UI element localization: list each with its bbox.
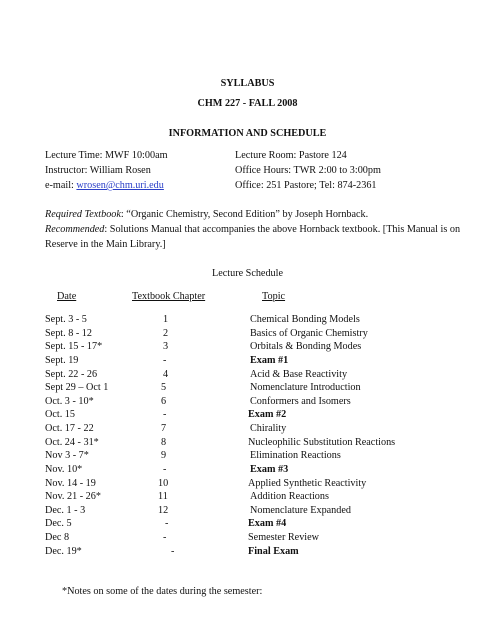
row-chapter: 8: [161, 437, 167, 448]
email-link[interactable]: wrosen@chm.uri.edu: [76, 180, 164, 191]
lecture-room: Lecture Room: Pastore 124: [235, 150, 347, 161]
row-chapter: 3: [163, 341, 169, 352]
row-chapter: 4: [163, 369, 169, 380]
row-date: Oct. 3 - 10*: [45, 396, 94, 407]
section-heading: INFORMATION AND SCHEDULE: [168, 128, 327, 139]
row-date: Nov. 14 - 19: [45, 478, 96, 489]
row-chapter: 7: [161, 423, 167, 434]
column-header-date: Date: [57, 291, 77, 302]
recommended-label: Recommended: [45, 224, 105, 235]
row-date: Dec. 5: [45, 518, 72, 529]
row-chapter: 10: [158, 478, 169, 489]
row-date: Oct. 17 - 22: [45, 423, 94, 434]
row-date: Oct. 24 - 31*: [45, 437, 99, 448]
required-text: : “Organic Chemistry, Second Edition” by Joseph Hornback.: [120, 209, 369, 220]
lecture-time: Lecture Time: MWF 10:00am: [45, 150, 168, 161]
row-chapter: -: [163, 409, 167, 420]
course-title: CHM 227 - FALL 2008: [197, 98, 298, 109]
row-topic: Chirality: [250, 423, 287, 434]
row-topic: Semester Review: [248, 532, 320, 543]
email-line: [45, 180, 164, 192]
row-chapter: 11: [158, 491, 168, 502]
recommended-textbook: [45, 224, 460, 236]
row-topic: Nucleophilic Substitution Reactions: [248, 437, 396, 448]
row-topic: Exam #4: [248, 518, 287, 529]
row-date: Nov. 21 - 26*: [45, 491, 101, 502]
row-chapter: -: [163, 464, 167, 475]
row-topic: Orbitals & Bonding Modes: [250, 341, 362, 352]
row-topic: Exam #2: [248, 409, 287, 420]
required-textbook: [45, 209, 368, 221]
row-chapter: 2: [163, 328, 169, 339]
row-date: Dec 8: [45, 532, 70, 543]
required-label: Required Textbook: [45, 209, 121, 220]
row-topic: Exam #1: [250, 355, 289, 366]
schedule-title: Lecture Schedule: [212, 268, 283, 279]
row-topic: Chemical Bonding Models: [250, 314, 360, 325]
row-date: Sept 29 – Oct 1: [45, 382, 109, 393]
row-chapter: 1: [163, 314, 169, 325]
row-date: Sept. 3 - 5: [45, 314, 87, 325]
row-topic: Basics of Organic Chemistry: [250, 328, 368, 339]
row-date: Dec. 1 - 3: [45, 505, 86, 516]
recommended-text: : Solutions Manual that accompanies the above Hornback textbook. [This Manual is on: [104, 224, 461, 235]
row-date: Sept. 15 - 17*: [45, 341, 103, 352]
row-chapter: 5: [161, 382, 167, 393]
office-hours: Office Hours: TWR 2:00 to 3:00pm: [235, 165, 381, 176]
office-location: Office: 251 Pastore; Tel: 874-2361: [235, 180, 377, 191]
row-topic: Acid & Base Reactivity: [250, 369, 348, 380]
row-topic: Addition Reactions: [250, 491, 329, 502]
row-chapter: -: [163, 532, 167, 543]
email-prefix: e-mail:: [45, 180, 77, 191]
row-chapter: -: [163, 355, 167, 366]
row-topic: Applied Synthetic Reactivity: [248, 478, 367, 489]
recommended-text-cont: Reserve in the Main Library.]: [45, 239, 166, 250]
row-date: Nov 3 - 7*: [45, 450, 89, 461]
row-chapter: -: [165, 518, 169, 529]
row-chapter: 12: [158, 505, 169, 516]
document-title: SYLLABUS: [220, 78, 275, 89]
column-header-chapter: Textbook Chapter: [132, 291, 206, 302]
row-date: Sept. 19: [45, 355, 79, 366]
row-date: Nov. 10*: [45, 464, 83, 475]
column-header-topic: Topic: [262, 291, 286, 302]
row-topic: Nomenclature Introduction: [250, 382, 361, 393]
row-topic: Elimination Reactions: [250, 450, 341, 461]
row-topic: Conformers and Isomers: [250, 396, 351, 407]
row-date: Dec. 19*: [45, 546, 82, 557]
row-date: Sept. 8 - 12: [45, 328, 92, 339]
row-date: Sept. 22 - 26: [45, 369, 98, 380]
instructor: Instructor: William Rosen: [45, 165, 151, 176]
row-chapter: 6: [161, 396, 167, 407]
footnote: *Notes on some of the dates during the semester:: [62, 586, 263, 597]
row-topic: Final Exam: [248, 546, 299, 557]
row-date: Oct. 15: [45, 409, 75, 420]
row-chapter: 9: [161, 450, 167, 461]
row-topic: Nomenclature Expanded: [250, 505, 351, 516]
row-topic: Exam #3: [250, 464, 289, 475]
row-chapter: -: [171, 546, 175, 557]
